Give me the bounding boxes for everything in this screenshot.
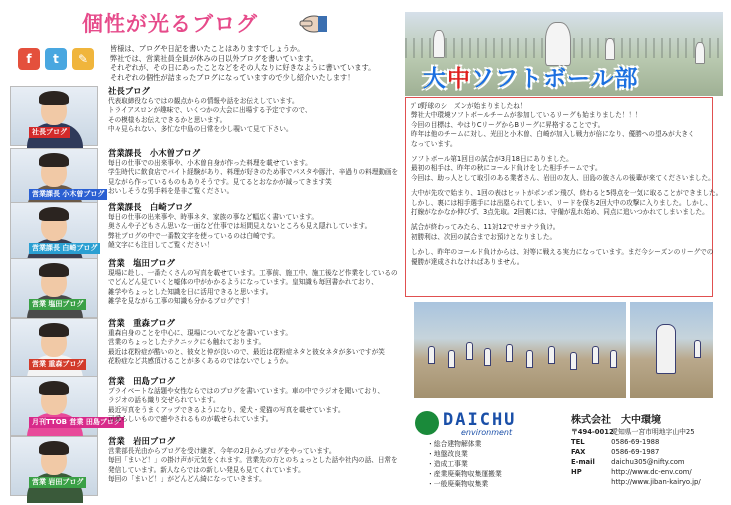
entry-line: 雑学やちょっとした知識を日に活用できると思います。 <box>108 287 273 296</box>
intro-line: それぞれが、その日にあったことなどをその人なりに好きなように書いています。 <box>110 63 376 73</box>
contact-value: 0586-69-1987 <box>611 448 660 456</box>
avatar <box>10 318 98 378</box>
intro-text <box>110 44 376 82</box>
team-photo <box>414 302 626 398</box>
entry-line: 中々見られない、多忙な中島の日常を少し覗いて見て下さい。 <box>108 125 293 134</box>
entry-line: 最近は花粉症が酷いのと、彼女と仲が良いので、最近は花粉症ネタと彼女ネタが多いですが笑 <box>108 347 385 356</box>
daichu-logo <box>413 409 561 437</box>
report-line: 今回は、助っ人として取引のある業者さん、岩田の友人、田島の彼さんの後輩が来てくださいました。 <box>411 173 715 182</box>
entry-line: 現場に赴し、一番たくさんの写真を載せています。工事前、施工中、施工後など作業をしているの <box>108 269 398 277</box>
entry-line: 毎回「まいど！」の掛け声が元気をくれます。営業先の方とのちょっとした話や社内の話、日常を <box>108 456 398 465</box>
entry-line: 雑学を見ながら工事の知識も分かるブログです！ <box>108 297 254 306</box>
blog-entry-shiota[interactable] <box>10 258 398 320</box>
report-line: 打線がなかなか伸びず、3点先取。2回裏には、守備が乱れ始め、同点に追いつかれてしまいました。 <box>411 208 709 217</box>
entry-line: おいしそうな男手料を是非ご覧ください。 <box>108 187 234 196</box>
entry-line: でどんどん見ていくと嘘体の中がかかるようになっています。皇知識も毎回書かれており、 <box>108 278 378 287</box>
game-report <box>405 97 723 297</box>
contact-value: 愛知県一宮市明地字山中25 <box>611 428 695 436</box>
entry-line: 営業のちょっとしたテクニックにも触れております。 <box>108 338 266 347</box>
report-line: しかし、裏には相手選手には出塁られてしまい、リードを保ち2回大中の攻撃に入りました。しかし、 <box>411 198 712 207</box>
blog-icon[interactable]: ✎ <box>72 48 94 70</box>
name-plate: 営業 塩田ブログ <box>29 299 86 310</box>
club-title-pre: 大 <box>423 66 447 92</box>
entry-title: 営業 塩田ブログ <box>108 258 175 268</box>
report-line: 試合が終わってみたら、11対12でサヨナラ負け。 <box>411 223 560 232</box>
softball-hero-photo <box>405 12 723 96</box>
contact-key: TEL <box>571 438 585 446</box>
entry-line: プライベートな話題や女性ならではのブログを書いています。車の中でラジオを聞いており、 <box>108 387 385 395</box>
entry-line: 毎日の仕事の出来事や、時事ネタ、家族の事など幅広く書いています。 <box>108 213 318 221</box>
report-line: 今回の目標は、やはりCリーグからBリーグに昇格することです。 <box>411 120 605 129</box>
name-plate: 社長ブログ <box>29 127 70 138</box>
avatar <box>10 436 98 496</box>
avatar <box>10 148 105 208</box>
entry-title: 社長ブログ <box>108 86 150 96</box>
contact-key: 〒494-0012 <box>571 428 614 436</box>
services-list <box>427 439 502 489</box>
entry-line: 重森自身のことを中心に、現場についてなどを書いています。 <box>108 329 292 337</box>
entry-line: トライアスロンが趣味で、いくつかの大会に出場する予定ですので、 <box>108 106 312 115</box>
email-link[interactable]: daichu305@nifty.com <box>611 458 685 466</box>
avatar <box>10 258 98 318</box>
report-line: 弊社大中環境ソフトボールチームが参加しているリーグも始まりました！！！ <box>411 111 642 120</box>
sns-icons <box>18 48 98 72</box>
service-item: ・産業廃棄物収集運搬業 <box>427 470 502 478</box>
club-title-red: 中 <box>447 66 471 92</box>
contact-key: FAX <box>571 448 586 456</box>
entry-title: 営業 田島ブログ <box>108 376 175 386</box>
avatar <box>10 86 98 146</box>
entry-line: 可愛らしいもので癒やされるものが載せられています。 <box>108 415 273 424</box>
entry-line: 毎日の仕事での出来事や、小木曽自身が作った料理を載せています。 <box>108 159 312 167</box>
name-plate: 営業 重森ブログ <box>29 359 86 370</box>
avatar <box>10 376 121 436</box>
club-title <box>423 60 639 93</box>
service-item: ・総合建物解体業 <box>427 440 482 448</box>
entry-line: 見ながら作っているものもありそうです。見てるとおなかが減ってきます笑 <box>108 177 332 186</box>
entry-title: 営業 重森ブログ <box>108 318 175 328</box>
logo-word: DAICHU <box>443 410 517 430</box>
blog-entry-shirasaki[interactable] <box>10 202 395 264</box>
entry-line: 花粉症など共感頂けることが多くあるのではないでしょうか。 <box>108 357 293 366</box>
report-line: 大中が先攻で始まり、1回の表はヒットがポンポン飛び、終わると5得点を一気に取ることができました。 <box>411 189 723 198</box>
report-line: ﾌﾟﾛ野球のシ ズンが始まりましたね！ <box>411 102 527 110</box>
entry-line: 営業部長光由からブログを受け継ぎ、今年の2月からブログをやっています。 <box>108 447 336 455</box>
entry-title: 営業課長 白崎ブログ <box>108 202 192 212</box>
homepage-link[interactable]: http://www.dc-env.com/ <box>611 468 692 476</box>
company-contact <box>571 427 701 487</box>
facebook-icon[interactable]: f <box>18 48 40 70</box>
company-name: 株式会社 大中環境 <box>571 415 661 426</box>
contact-key: HP <box>571 468 582 476</box>
blog-entry-president[interactable] <box>10 86 395 148</box>
entry-line: 奥さんや子どもさん思いな一面など仕事では垣間見えないところも見え隠れしています。 <box>108 222 372 231</box>
page-title: 個性が光るブログ <box>82 12 258 36</box>
entry-line: 学生時代に飲食店でバイト経験があり、料理が好きのため事でパスタや豚汁、辛過りの料理動画を <box>108 168 399 177</box>
name-plate: 営業 岩田ブログ <box>29 477 86 488</box>
entry-line: ラジオの話も織り交ぜられています。 <box>108 396 220 405</box>
logo-sub: environment <box>461 428 513 437</box>
report-line: 最初の相手は、昨年の秋にコールド負けをした相手チームです。 <box>411 164 602 173</box>
name-plate: 月刊TTOB 営業 田島ブログ <box>29 417 124 428</box>
blog-entry-tajima[interactable] <box>10 376 395 438</box>
entry-line: その模様もお伝えできるかと思います。 <box>108 115 227 124</box>
entry-title: 営業課長 小木曽ブログ <box>108 148 201 158</box>
report-line: しかし、昨年のコールド負けからは、対等に戦える実力になっています。まだ今シーズンのリーグでの <box>411 248 714 257</box>
contact-key: E-mail <box>571 458 595 466</box>
name-plate: 営業課長 白崎ブログ <box>29 243 100 254</box>
entry-line: 毎回の「まいど！」がどんどん綺になっていきます。 <box>108 475 266 484</box>
pointing-hand-icon <box>298 12 328 36</box>
entry-line: 饒文字にも注目してご覧ください！ <box>108 241 214 250</box>
entry-line: 弊社ブログの中で一番数文字を使っているのは白崎です。 <box>108 231 279 240</box>
page-title-banner <box>62 6 330 40</box>
entry-line: 発信しています。新人ならではの新しい発見も見てくれています。 <box>108 465 305 474</box>
report-line: ソフトボール第1回目の試合が3月18日にありました。 <box>411 155 573 164</box>
service-item: ・地盤改良業 <box>427 450 468 458</box>
batter-photo <box>630 302 713 398</box>
blog-entry-iwata[interactable] <box>10 436 398 498</box>
report-line: 優勝が達成されなければありません。 <box>411 257 524 266</box>
report-line: なっています。 <box>411 139 457 148</box>
entry-line: 代表取締役ならではの観点からの情報や話をお伝えしています。 <box>108 97 299 105</box>
service-item: ・造成工事業 <box>427 460 468 468</box>
report-line: 昨年は他のチームに対し、光田と小木曽、白崎が加入し戦力が倍になり、優勝への望みが大きく <box>411 130 695 139</box>
club-title-post: ソフトボール部 <box>471 66 639 92</box>
contact-value: 0586-69-1988 <box>611 438 660 446</box>
twitter-icon[interactable]: t <box>45 48 67 70</box>
homepage-link[interactable]: http://www.jiban-kairyo.jp/ <box>611 478 701 486</box>
report-line: 初勝利は、次回の試合までお預けとなりました。 <box>411 232 557 241</box>
intro-line: それぞれの個性が詰まったブログになっていますので少し紹介いたします！ <box>110 72 355 82</box>
entry-line: 最近写真をうまくアップできるようになり、愛犬・愛猫の写真を載せています。 <box>108 405 345 414</box>
intro-line: 皆様は、ブログや日記を書いたことはありますでしょうか。 <box>110 44 305 53</box>
avatar <box>10 202 98 262</box>
entry-title: 営業 岩田ブログ <box>108 436 175 446</box>
intro-line: 弊社では、営業社員全員が休みの日以外ブログを書いています。 <box>110 53 318 63</box>
blog-entry-shigemori[interactable] <box>10 318 395 380</box>
service-item: ・一般廃棄物収集業 <box>427 480 489 488</box>
name-plate: 営業課長 小木曽ブログ <box>29 189 107 200</box>
blog-entry-ogiso[interactable] <box>10 148 399 210</box>
logo-mark-icon <box>415 411 439 435</box>
company-info-box <box>405 403 723 499</box>
